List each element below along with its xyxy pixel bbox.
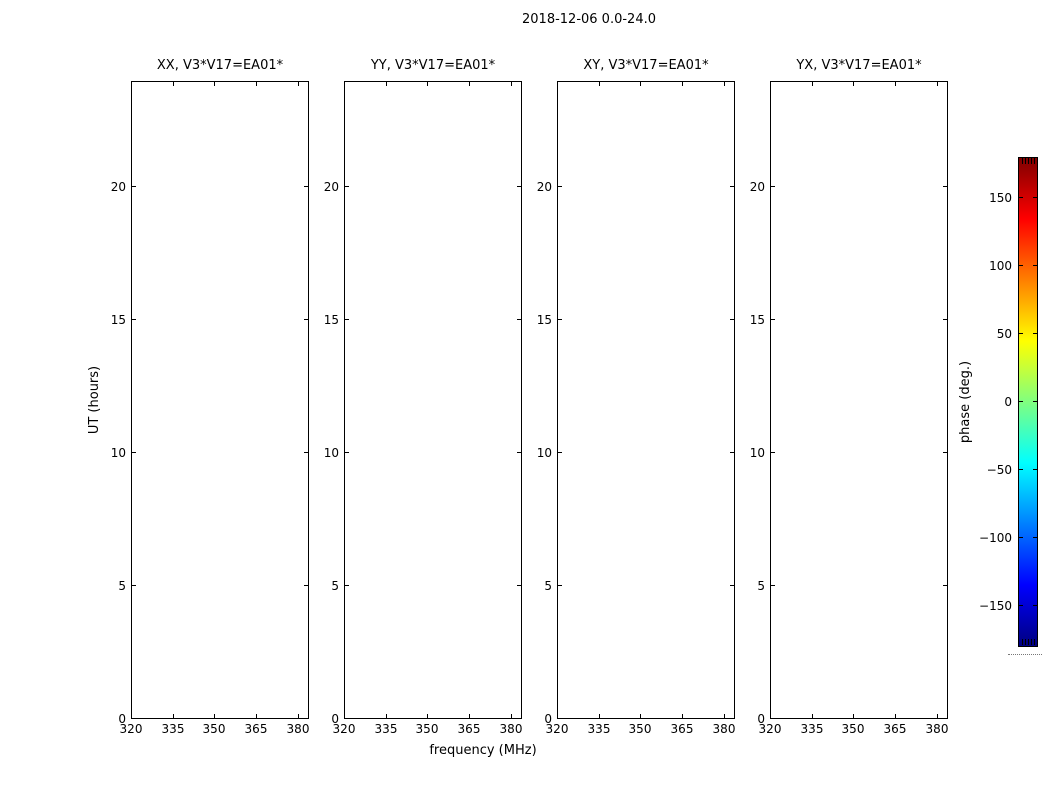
x-tick-mark [469, 714, 470, 718]
plot-area [770, 81, 948, 719]
colorbar-tick-mark [1019, 197, 1023, 198]
x-tick-mark [173, 82, 174, 86]
x-tick-label: 365 [670, 722, 694, 736]
x-tick-mark [386, 82, 387, 86]
colorbar-comb-mark [1028, 639, 1029, 645]
x-tick-label: 320 [758, 722, 782, 736]
x-tick-mark [427, 714, 428, 718]
y-tick-mark [132, 585, 136, 586]
y-tick-mark [345, 452, 349, 453]
x-tick-mark [724, 714, 725, 718]
x-tick-label: 380 [712, 722, 736, 736]
x-tick-mark [682, 714, 683, 718]
y-tick-label: 15 [323, 313, 339, 327]
colorbar-tick-mark [1033, 605, 1037, 606]
x-tick-mark [640, 82, 641, 86]
colorbar-tick-mark [1033, 401, 1037, 402]
y-tick-mark [943, 319, 947, 320]
y-tick-label: 15 [110, 313, 126, 327]
colorbar-comb-mark [1031, 639, 1032, 645]
colorbar-comb-mark [1025, 639, 1026, 645]
y-tick-label: 5 [757, 579, 765, 593]
x-tick-mark [469, 82, 470, 86]
colorbar-comb-mark [1034, 158, 1035, 164]
x-tick-label: 335 [161, 722, 185, 736]
x-tick-mark [937, 82, 938, 86]
colorbar-tick-label: −100 [979, 531, 1012, 545]
x-tick-label: 350 [202, 722, 226, 736]
y-tick-label: 15 [749, 313, 765, 327]
colorbar-tick-mark [1033, 333, 1037, 334]
colorbar-tick-mark [1033, 265, 1037, 266]
plot-area [344, 81, 522, 719]
x-tick-mark [173, 714, 174, 718]
subplot-title: YX, V3*V17=EA01* [796, 58, 922, 73]
x-tick-label: 320 [119, 722, 143, 736]
plot-area [131, 81, 309, 719]
colorbar-bottom-dotted-line [1008, 654, 1042, 655]
colorbar-tick-label: 150 [989, 191, 1012, 205]
colorbar-tick-mark [1033, 197, 1037, 198]
x-tick-mark [812, 714, 813, 718]
y-tick-label: 0 [757, 712, 765, 726]
x-tick-mark [937, 714, 938, 718]
y-tick-mark [132, 186, 136, 187]
x-tick-mark [724, 82, 725, 86]
x-tick-mark [427, 82, 428, 86]
colorbar-comb-mark [1022, 158, 1023, 164]
figure-title: 2018-12-06 0.0-24.0 [522, 12, 656, 27]
colorbar-tick-label: 100 [989, 259, 1012, 273]
y-tick-mark [771, 319, 775, 320]
x-tick-label: 380 [286, 722, 310, 736]
x-tick-label: 320 [545, 722, 569, 736]
x-tick-label: 335 [587, 722, 611, 736]
colorbar-tick-label: 0 [1004, 395, 1012, 409]
colorbar-comb-mark [1022, 639, 1023, 645]
subplot-title: XX, V3*V17=EA01* [156, 58, 284, 73]
colorbar [1018, 157, 1038, 647]
x-tick-label: 350 [415, 722, 439, 736]
x-tick-mark [599, 714, 600, 718]
plot-area [557, 81, 735, 719]
x-tick-label: 350 [628, 722, 652, 736]
colorbar-tick-label: −50 [986, 463, 1012, 477]
x-tick-label: 365 [244, 722, 268, 736]
colorbar-tick-mark [1019, 401, 1023, 402]
y-tick-label: 20 [749, 180, 765, 194]
x-tick-mark [298, 714, 299, 718]
x-tick-mark [895, 82, 896, 86]
colorbar-tick-mark [1019, 469, 1023, 470]
x-tick-label: 365 [457, 722, 481, 736]
x-tick-mark [256, 714, 257, 718]
x-tick-mark [812, 82, 813, 86]
colorbar-comb-mark [1025, 158, 1026, 164]
colorbar-tick-label: −150 [979, 599, 1012, 613]
y-tick-label: 15 [536, 313, 552, 327]
y-tick-mark [558, 319, 562, 320]
colorbar-tick-mark [1019, 265, 1023, 266]
x-tick-label: 380 [925, 722, 949, 736]
x-tick-label: 320 [332, 722, 356, 736]
y-tick-mark [558, 186, 562, 187]
colorbar-comb-mark [1028, 158, 1029, 164]
y-tick-mark [771, 585, 775, 586]
y-tick-mark [345, 186, 349, 187]
colorbar-tick-mark [1019, 333, 1023, 334]
x-tick-mark [298, 82, 299, 86]
y-tick-label: 10 [323, 446, 339, 460]
x-tick-mark [511, 714, 512, 718]
y-tick-mark [943, 186, 947, 187]
y-tick-label: 5 [544, 579, 552, 593]
y-tick-label: 5 [118, 579, 126, 593]
y-axis-label: UT (hours) [87, 365, 102, 435]
x-tick-mark [214, 82, 215, 86]
colorbar-tick-mark [1019, 605, 1023, 606]
y-tick-label: 0 [118, 712, 126, 726]
x-tick-mark [386, 714, 387, 718]
x-tick-label: 335 [374, 722, 398, 736]
y-tick-mark [558, 452, 562, 453]
subplot-title: YY, V3*V17=EA01* [370, 58, 496, 73]
y-tick-mark [132, 319, 136, 320]
y-tick-mark [345, 585, 349, 586]
x-tick-label: 365 [883, 722, 907, 736]
y-tick-label: 10 [536, 446, 552, 460]
y-tick-label: 20 [323, 180, 339, 194]
colorbar-tick-mark [1033, 537, 1037, 538]
subplot-title: XY, V3*V17=EA01* [583, 58, 709, 73]
x-tick-mark [640, 714, 641, 718]
y-tick-mark [943, 452, 947, 453]
x-tick-mark [853, 714, 854, 718]
y-tick-label: 20 [110, 180, 126, 194]
x-tick-mark [511, 82, 512, 86]
y-tick-label: 10 [110, 446, 126, 460]
y-tick-label: 0 [331, 712, 339, 726]
y-tick-mark [132, 452, 136, 453]
y-tick-mark [771, 186, 775, 187]
colorbar-comb-mark [1034, 639, 1035, 645]
colorbar-tick-label: 50 [996, 327, 1012, 341]
y-tick-mark [771, 452, 775, 453]
x-tick-mark [599, 82, 600, 86]
y-tick-mark [345, 319, 349, 320]
y-tick-mark [558, 585, 562, 586]
y-tick-mark [943, 585, 947, 586]
y-tick-label: 5 [331, 579, 339, 593]
colorbar-comb-mark [1031, 158, 1032, 164]
x-tick-mark [853, 82, 854, 86]
x-tick-mark [214, 714, 215, 718]
x-axis-label: frequency (MHz) [429, 743, 537, 758]
colorbar-tick-mark [1033, 469, 1037, 470]
x-tick-mark [256, 82, 257, 86]
y-tick-label: 20 [536, 180, 552, 194]
colorbar-axis-label: phase (deg.) [958, 360, 973, 444]
colorbar-tick-mark [1019, 537, 1023, 538]
x-tick-label: 335 [800, 722, 824, 736]
x-tick-label: 350 [841, 722, 865, 736]
x-tick-mark [682, 82, 683, 86]
x-tick-label: 380 [499, 722, 523, 736]
y-tick-label: 0 [544, 712, 552, 726]
x-tick-mark [895, 714, 896, 718]
y-tick-label: 10 [749, 446, 765, 460]
